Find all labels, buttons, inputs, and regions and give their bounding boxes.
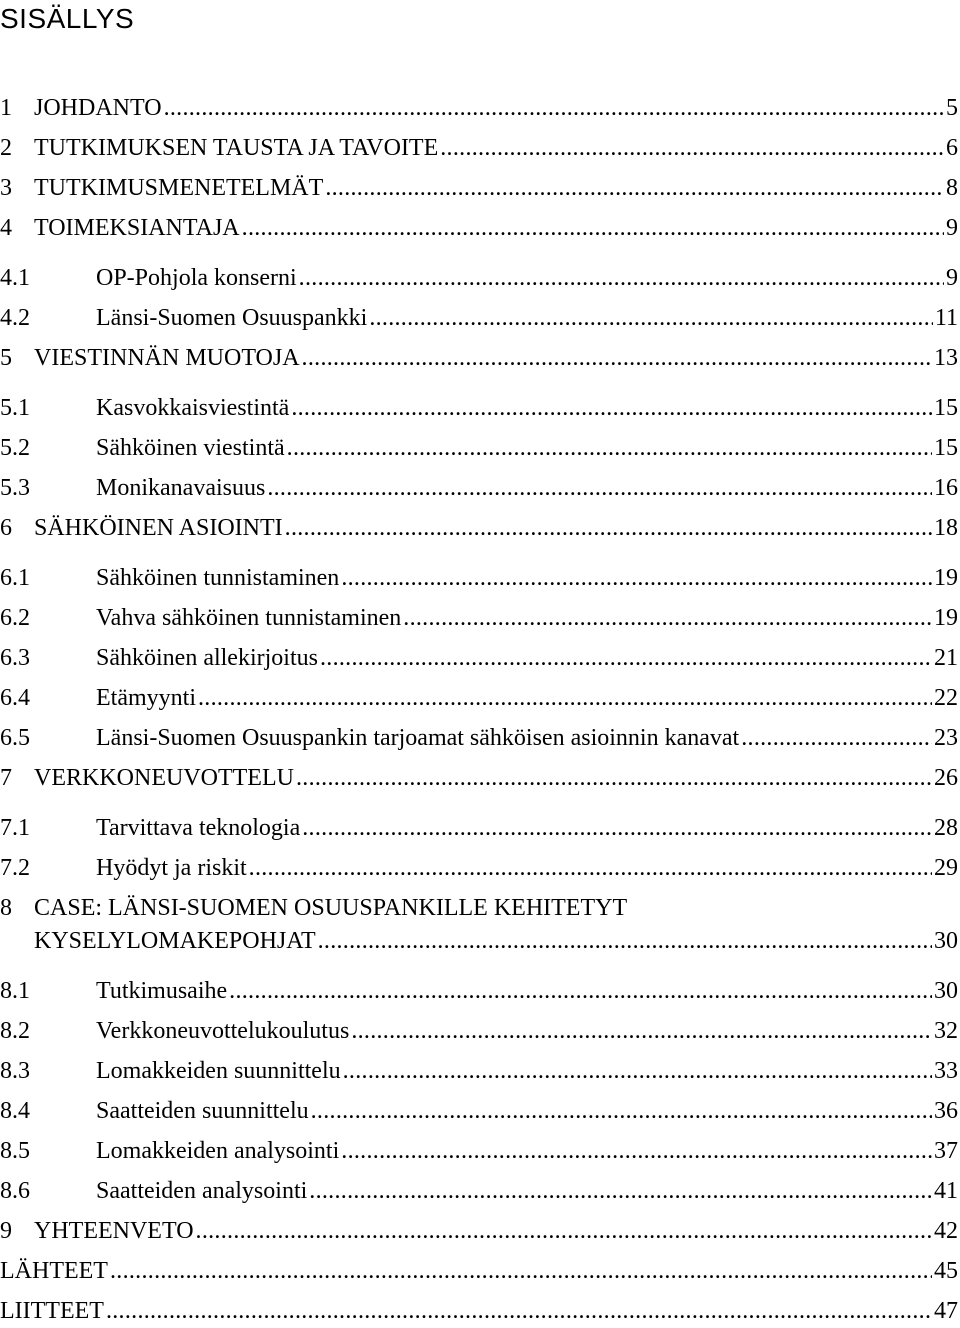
toc-title: Sähköinen viestintä: [96, 435, 285, 461]
toc-leader-dots: [198, 683, 932, 713]
toc-title: YHTEENVETO: [34, 1218, 194, 1244]
toc-entry[interactable]: [0, 1216, 958, 1246]
toc-number: 5.3: [0, 475, 30, 501]
toc-title: Tutkimusaihe: [96, 978, 228, 1004]
toc-page-number: 9: [946, 215, 958, 241]
toc-leader-dots: [249, 853, 932, 883]
toc-leader-dots: [320, 643, 932, 673]
toc-title: Saatteiden suunnittelu: [96, 1098, 309, 1124]
toc-leader-dots: [164, 93, 944, 123]
toc-page-number: 21: [934, 645, 958, 671]
toc-title: TUTKIMUKSEN TAUSTA JA TAVOITE: [34, 135, 439, 161]
toc-entry[interactable]: [0, 513, 958, 543]
toc-leader-dots: [302, 813, 932, 843]
toc-title: TOIMEKSIANTAJA: [34, 215, 240, 241]
toc-number: 6.3: [0, 645, 30, 671]
toc-leader-dots: [325, 173, 944, 203]
toc-number: 6.5: [0, 725, 30, 751]
toc-title: VERKKONEUVOTTELU: [34, 765, 294, 791]
toc-title: Länsi-Suomen Osuuspankki: [96, 305, 368, 331]
toc-entry[interactable]: [0, 603, 958, 633]
toc-number: 8.1: [0, 978, 30, 1004]
toc-leader-dots: [287, 433, 932, 463]
toc-leader-dots: [229, 976, 932, 1006]
toc-entry[interactable]: [0, 813, 958, 843]
toc-entry[interactable]: [0, 976, 958, 1006]
toc-entry[interactable]: [0, 853, 958, 883]
toc-leader-dots: [341, 1136, 932, 1166]
toc-page-number: 28: [934, 815, 958, 841]
toc-number: 5.2: [0, 435, 30, 461]
toc-page-number: 32: [934, 1018, 958, 1044]
toc-entry[interactable]: [0, 303, 958, 333]
toc-page-number: 9: [946, 265, 958, 291]
toc-page-number: 33: [934, 1058, 958, 1084]
toc-title: CASE: LÄNSI-SUOMEN OSUUSPANKILLE KEHITETYT: [34, 895, 628, 921]
toc-title: Lomakkeiden analysointi: [96, 1138, 340, 1164]
toc-entry[interactable]: [0, 763, 958, 793]
toc-title-continuation: KYSELYLOMAKEPOHJAT: [34, 928, 316, 954]
toc-number: 6: [0, 515, 12, 541]
toc-number: 8.6: [0, 1178, 30, 1204]
toc-entry[interactable]: [0, 1056, 958, 1086]
toc-title: LÄHTEET: [0, 1258, 108, 1284]
toc-page-number: 42: [934, 1218, 958, 1244]
toc-leader-dots: [267, 473, 932, 503]
toc-number: 7.2: [0, 855, 30, 881]
toc-entry[interactable]: [0, 433, 958, 463]
toc-leader-dots: [106, 1296, 932, 1326]
toc-title: Vahva sähköinen tunnistaminen: [96, 605, 402, 631]
toc-entry[interactable]: [0, 683, 958, 713]
toc-leader-dots: [296, 763, 932, 793]
toc-number: 8.4: [0, 1098, 30, 1124]
toc-number: 8: [0, 895, 12, 921]
toc-number: 4.1: [0, 265, 30, 291]
toc-title: Kasvokkaisviestintä: [96, 395, 290, 421]
toc-page-number: 47: [934, 1298, 958, 1324]
toc-number: 9: [0, 1218, 12, 1244]
toc-leader-dots: [341, 563, 932, 593]
toc-entry[interactable]: [0, 1176, 958, 1206]
toc-number: 6.2: [0, 605, 30, 631]
toc-page-number: 5: [946, 95, 958, 121]
toc-entry[interactable]: [0, 1016, 958, 1046]
toc-number: 7: [0, 765, 12, 791]
toc-page-number: 15: [934, 395, 958, 421]
toc-number: 6.4: [0, 685, 30, 711]
toc-entry[interactable]: [0, 473, 958, 503]
toc-page-number: 23: [934, 725, 958, 751]
toc-page-number: 19: [934, 565, 958, 591]
toc-page-number: 19: [934, 605, 958, 631]
toc-page-number: 45: [934, 1258, 958, 1284]
toc-number: 3: [0, 175, 12, 201]
toc-page-number: 18: [934, 515, 958, 541]
toc-entry[interactable]: [0, 173, 958, 203]
toc-entry[interactable]: [0, 563, 958, 593]
toc-page-number: 16: [934, 475, 958, 501]
toc-title: Monikanavaisuus: [96, 475, 266, 501]
toc-page-number: 13: [934, 345, 958, 371]
toc-title: Hyödyt ja riskit: [96, 855, 247, 881]
toc-title: JOHDANTO: [34, 95, 162, 121]
toc-entry[interactable]: [0, 1136, 958, 1166]
toc-entry[interactable]: [0, 343, 958, 373]
toc-page-number: 22: [934, 685, 958, 711]
toc-number: 5: [0, 345, 12, 371]
toc-page-number: 26: [934, 765, 958, 791]
toc-leader-dots: [311, 1096, 932, 1126]
toc-page-number: 15: [934, 435, 958, 461]
toc-number: 4: [0, 215, 12, 241]
toc-leader-dots: [302, 343, 932, 373]
toc-page-number: 30: [934, 978, 958, 1004]
toc-entry[interactable]: [0, 1296, 958, 1326]
toc-number: 8.2: [0, 1018, 30, 1044]
toc-number: 2: [0, 135, 12, 161]
toc-entry[interactable]: [0, 263, 958, 293]
toc-entry-first-line[interactable]: [0, 893, 958, 923]
toc-entry[interactable]: [0, 133, 958, 163]
toc-title: Lomakkeiden suunnittelu: [96, 1058, 341, 1084]
toc-leader-dots: [741, 723, 932, 753]
toc-entry[interactable]: [0, 723, 958, 753]
toc-title: Saatteiden analysointi: [96, 1178, 308, 1204]
toc-title: Sähköinen tunnistaminen: [96, 565, 340, 591]
toc-leader-dots: [291, 393, 932, 423]
toc-page-number: 11: [934, 305, 958, 331]
toc-number: 4.2: [0, 305, 30, 331]
toc-leader-dots: [110, 1256, 932, 1286]
toc-title: VIESTINNÄN MUOTOJA: [34, 345, 300, 371]
toc-number: 8.3: [0, 1058, 30, 1084]
toc-title: Tarvittava teknologia: [96, 815, 301, 841]
toc-leader-dots: [403, 603, 932, 633]
toc-leader-dots: [285, 513, 932, 543]
toc-entry-continuation[interactable]: [0, 926, 958, 956]
toc-leader-dots: [351, 1016, 932, 1046]
toc-page-number: 29: [934, 855, 958, 881]
toc-entry[interactable]: [0, 213, 958, 243]
toc-entry[interactable]: [0, 1096, 958, 1126]
toc-page-number: 6: [946, 135, 958, 161]
toc-page-number: 36: [934, 1098, 958, 1124]
toc-number: 7.1: [0, 815, 30, 841]
toc-title: SÄHKÖINEN ASIOINTI: [34, 515, 283, 541]
toc-leader-dots: [309, 1176, 932, 1206]
toc-page-number: 30: [934, 928, 958, 954]
toc-title: Etämyynti: [96, 685, 196, 711]
toc-leader-dots: [196, 1216, 932, 1246]
toc-page-number: 41: [934, 1178, 958, 1204]
toc-title: Sähköinen allekirjoitus: [96, 645, 318, 671]
toc-entry[interactable]: [0, 643, 958, 673]
toc-title: Verkkoneuvottelukoulutus: [96, 1018, 350, 1044]
toc-title: LIITTEET: [0, 1298, 104, 1324]
toc-leader-dots: [242, 213, 944, 243]
toc-number: 6.1: [0, 565, 30, 591]
toc-number: 8.5: [0, 1138, 30, 1164]
toc-title: TUTKIMUSMENETELMÄT: [34, 175, 324, 201]
toc-leader-dots: [369, 303, 933, 333]
toc-leader-dots: [318, 926, 932, 956]
toc-leader-dots: [299, 263, 944, 293]
toc-entry[interactable]: [0, 1256, 958, 1286]
page-title: SISÄLLYS: [0, 3, 135, 34]
toc-title: OP-Pohjola konserni: [96, 265, 297, 291]
toc-leader-dots: [343, 1056, 932, 1086]
toc-number: 1: [0, 95, 12, 121]
toc-entry[interactable]: [0, 93, 958, 123]
toc-page-number: 8: [946, 175, 958, 201]
toc-number: 5.1: [0, 395, 30, 421]
toc-leader-dots: [440, 133, 944, 163]
toc-title: Länsi-Suomen Osuuspankin tarjoamat sähköisen asioinnin kanavat: [96, 725, 740, 751]
toc-entry[interactable]: [0, 393, 958, 423]
toc-page-number: 37: [934, 1138, 958, 1164]
